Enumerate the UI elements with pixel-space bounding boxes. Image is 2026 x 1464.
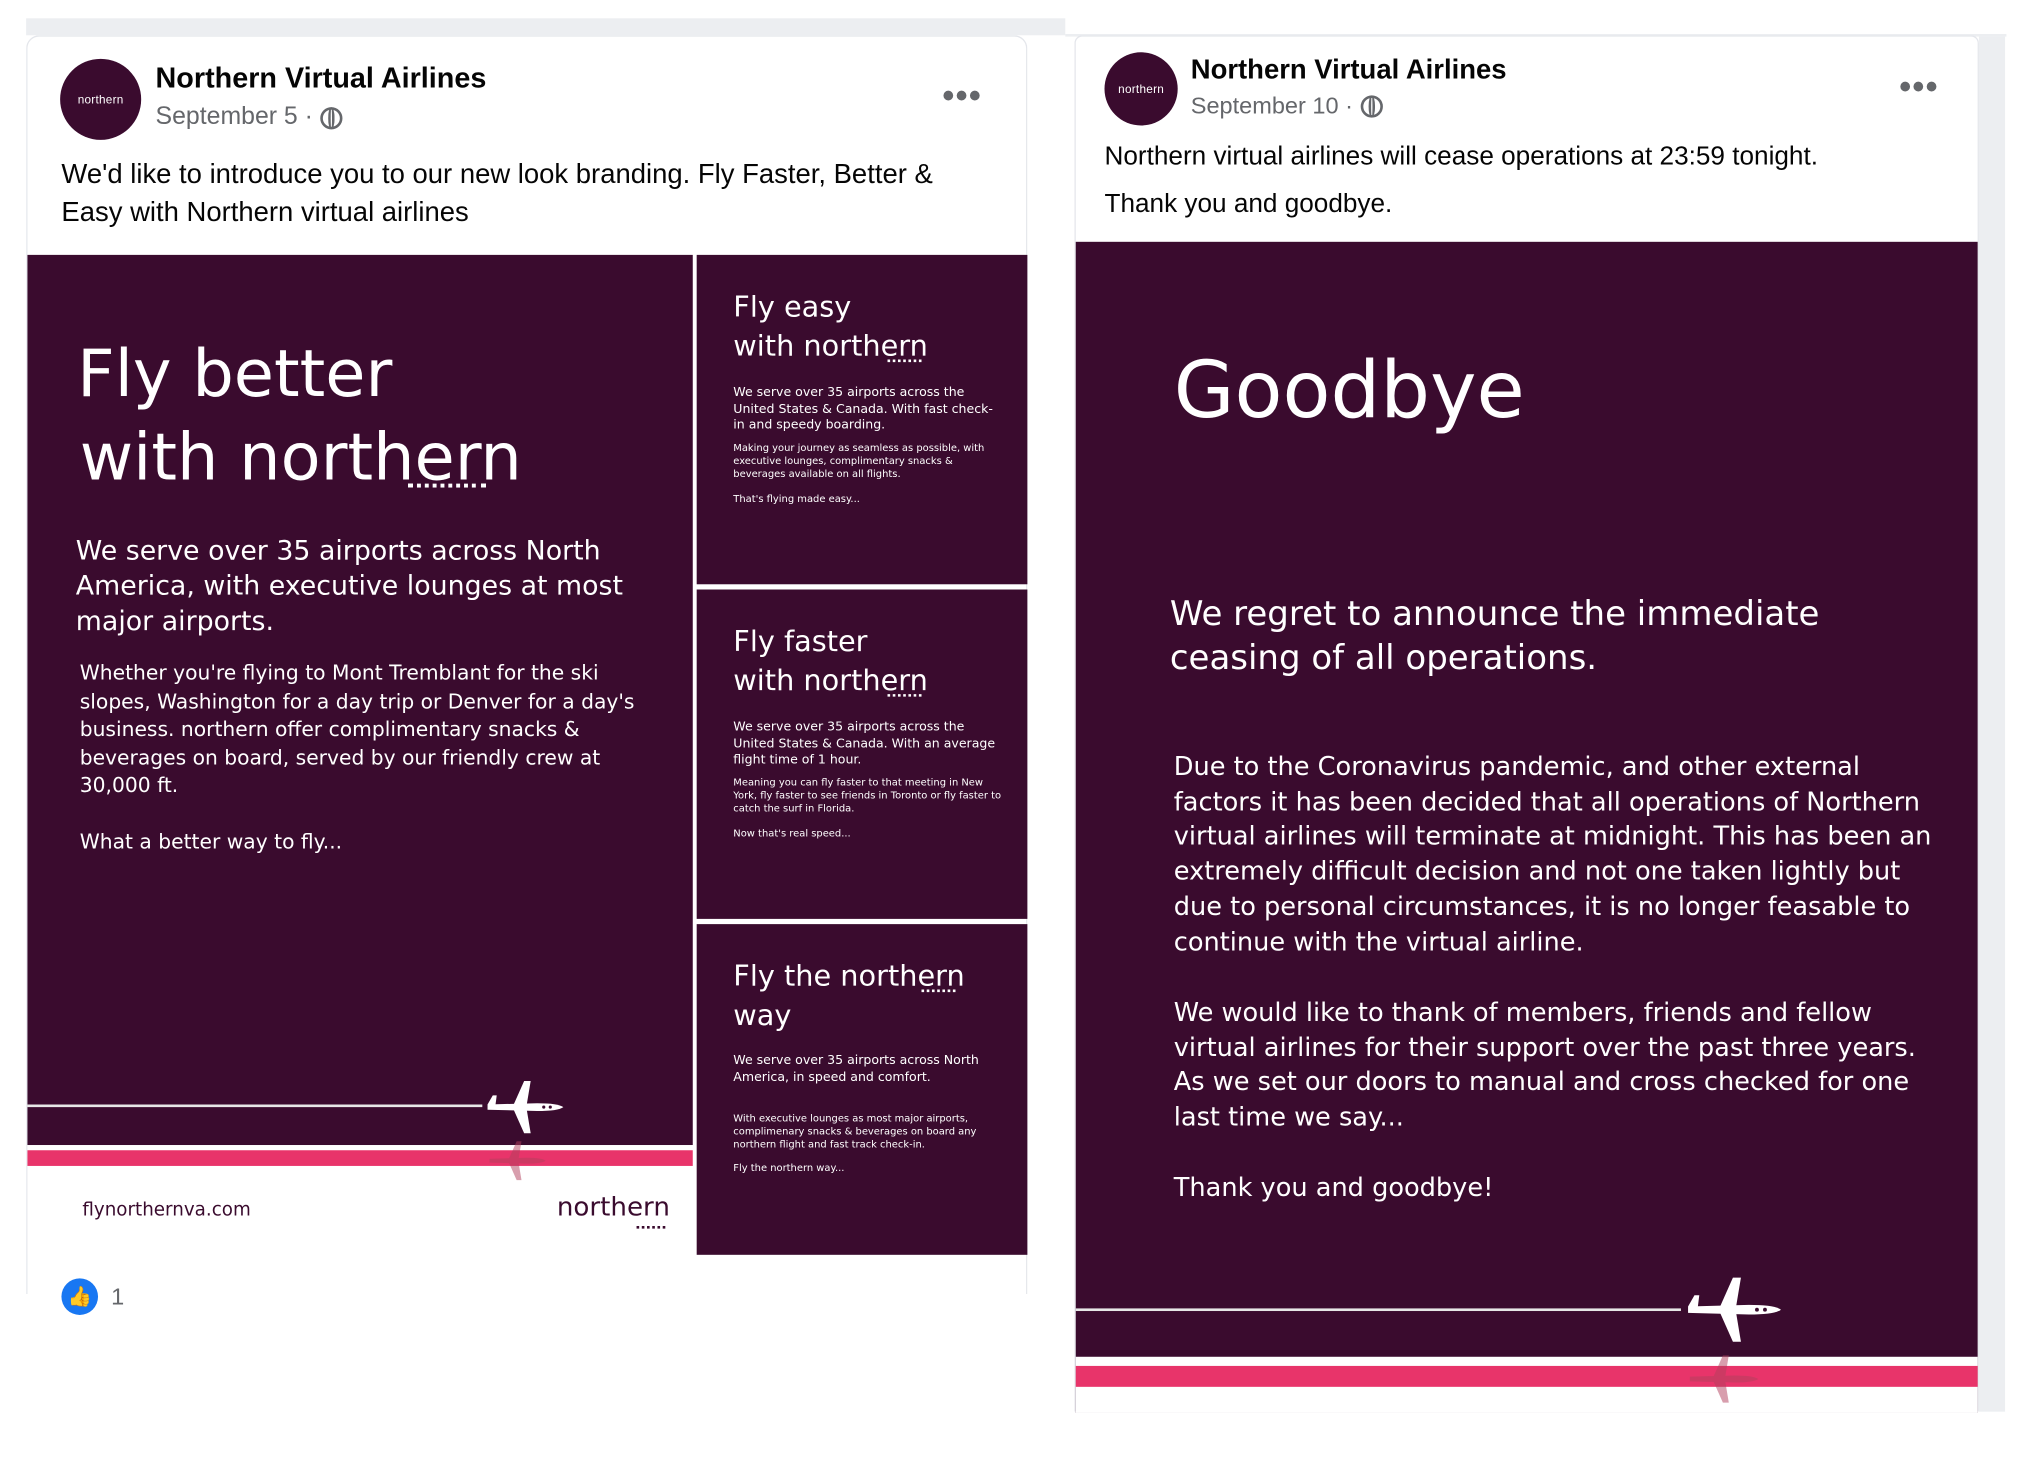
avatar-logo-text: northern [1118,82,1165,96]
runway-line [1076,1308,1681,1311]
footer-logo: northern [556,1190,670,1223]
post-date-text: September 10 · [1190,92,1353,119]
side-p3: Fly the northern way... [733,1162,845,1174]
branding-image-main[interactable] [27,255,692,1255]
goodbye-body2: We would like to thank of members, friends and fellow virtual airlines for their support over the past three years. As we set our doors to manual and cross checked for one last time we say... [1173,997,1916,1133]
facebook-post-branding [26,35,1027,1310]
screenshot-seam [1979,37,2005,1412]
post-text-line2: Thank you and goodbye. [1104,189,1393,219]
goodbye-closing: Thank you and goodbye! [1173,1172,1494,1203]
side-p1: We serve over 35 airports across the United States & Canada. With an average flight time of 1 hour. [733,720,996,768]
pink-stripe [27,1150,692,1166]
globe-icon [321,107,343,129]
main-title-line1: Fly better [77,335,393,412]
northern-underline [888,359,922,362]
plane-icon [1685,1274,1784,1345]
avatar-logo-text: northern [77,92,124,106]
northern-underline [888,694,922,697]
northern-underline [408,484,486,488]
post-text-line1: Northern virtual airlines will cease operations at 23:59 tonight. [1104,142,1818,172]
side-p2: With executive lounges as most major airports, complimenary snacks & beverages on board any northern flight and fast track check-in. [733,1112,977,1151]
side-p1: We serve over 35 airports across the United States & Canada. With fast check-in and speedy boarding. [733,385,993,433]
main-tagline: What a better way to fly... [79,830,343,854]
reaction-summary[interactable] [61,1278,124,1315]
side-panel-fly-faster[interactable] [697,590,1028,919]
more-options-icon[interactable]: ••• [942,75,983,116]
goodbye-lead: We regret to announce the immediate ceasing of all operations. [1169,594,1820,679]
page-name-link[interactable]: Northern Virtual Airlines [1190,54,1507,85]
post-text: We'd like to introduce you to our new look branding. Fly Faster, Better & Easy with Northern virtual airlines [61,159,933,228]
main-body: Whether you're flying to Mont Tremblant for the ski slopes, Washington for a day trip or Denver for a day's business. northern offer complimentary snacks & beverages on board, served by our friendly crew at 30,000 ft. [79,661,635,798]
runway-line [27,1104,482,1107]
side-panel-northern-way[interactable] [697,924,1028,1255]
side-title-line1: Fly faster [733,626,868,659]
side-title-line1: Fly easy [733,291,852,325]
footer-logo-dots [637,1226,666,1229]
page-avatar[interactable] [60,59,141,140]
northern-underline [922,989,956,992]
footer-url: flynorthernva.com [82,1199,251,1221]
post-date[interactable] [156,103,343,132]
side-title-line2: with northern [733,665,928,698]
side-p2: Making your journey as seamless as possible, with executive lounges, complimentary snacks & beverages available on all flights. [733,441,985,480]
plane-shadow-icon [1687,1353,1760,1405]
facebook-post-goodbye [1074,35,1979,1411]
side-p3: That's flying made easy... [733,492,860,505]
goodbye-image[interactable] [1076,242,1978,1413]
post-date-text: September 5 · [155,103,313,131]
side-p2: Meaning you can fly faster to that meeting in New York, fly faster to see friends in Toronto or fly faster to catch the surf in Florida. [733,776,1002,815]
main-lead: We serve over 35 airports across North America, with executive lounges at most major airports. [75,534,623,637]
post-date[interactable] [1191,93,1383,120]
plane-icon [485,1078,566,1136]
plane-shadow-icon [488,1138,548,1182]
side-title-line1: Fly the northern [733,960,965,994]
side-p1: We serve over 35 airports across North America, in speed and comfort. [733,1053,979,1085]
page-name-link[interactable]: Northern Virtual Airlines [155,61,487,95]
side-p3: Now that's real speed... [733,827,851,840]
page-avatar[interactable] [1104,52,1177,125]
more-options-icon[interactable]: ••• [1899,66,1939,106]
side-title-line2: way [733,999,792,1033]
side-title-line2: with northern [733,330,928,364]
side-panel-fly-easy[interactable] [697,255,1028,584]
globe-icon [1361,95,1383,117]
screenshot-seam [26,18,1065,35]
pink-stripe [1076,1366,1978,1387]
goodbye-title: Goodbye [1173,345,1525,437]
main-title-line2: with northern [79,419,522,496]
goodbye-body1: Due to the Coronavirus pandemic, and other external factors it has been decided that all operations of Northern virtual airlines will terminate at midnight. This has been an extremely difficult decision and not one taken lightly but due to personal circumstances, it is no longer feasable to continue with the virtual airline. [1173,751,1932,957]
like-icon: 👍 [61,1278,98,1315]
like-count: 1 [111,1282,125,1310]
